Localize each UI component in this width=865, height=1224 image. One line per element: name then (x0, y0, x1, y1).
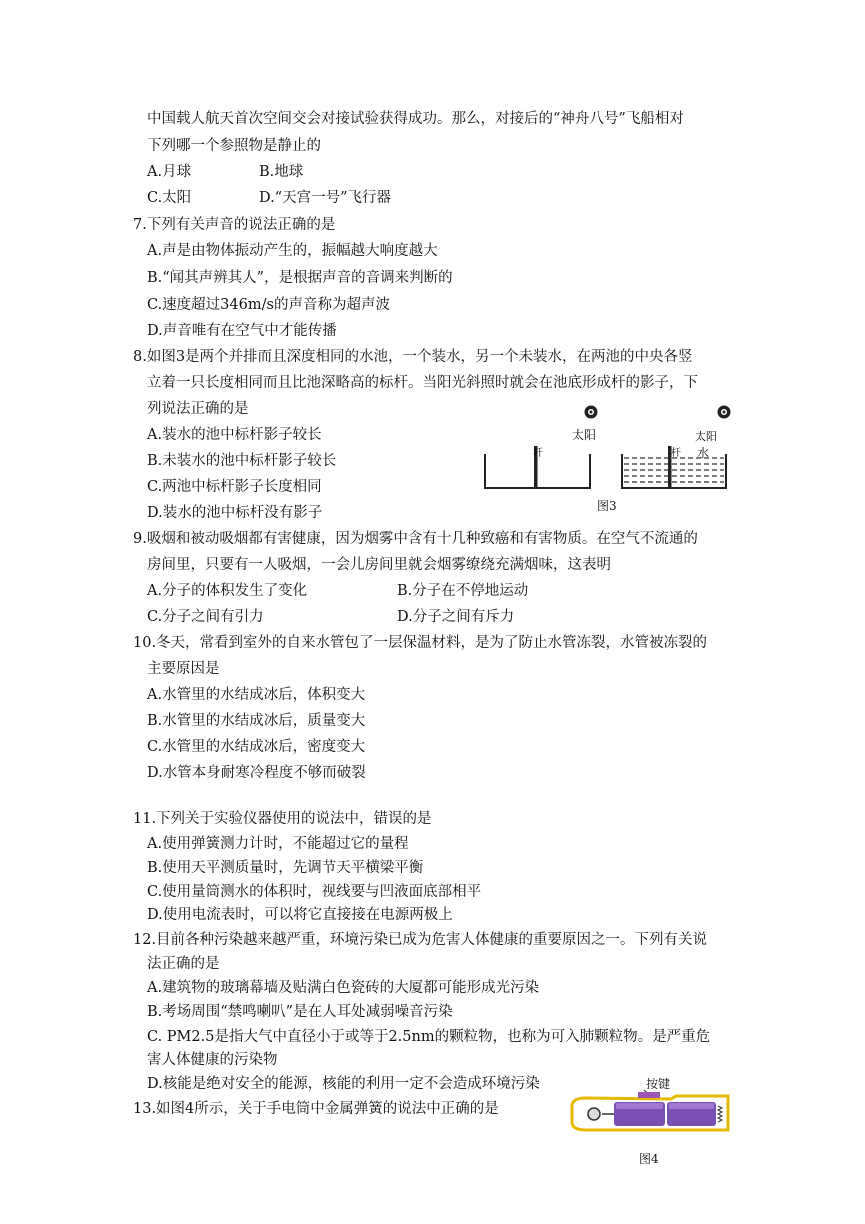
q7-stem: 7.下列有关声音的说法正确的是 (133, 217, 336, 233)
water-dashes (624, 458, 724, 482)
q10-option-b: B.水管里的水结成冰后，质量变大 (147, 713, 366, 729)
q8-stem-line-2: 立着一只长度相同而且比池深略高的标杆。当阳光斜照时就会在池底形成杆的影子，下 (147, 375, 698, 391)
q11-option-d: D.使用电流表时，可以将它直接接在电源两极上 (147, 907, 453, 923)
q9-option-a: A.分子的体积发生了变化 (147, 583, 308, 599)
q8-option-d: D.装水的池中标杆没有影子 (147, 505, 323, 521)
q8-stem-line-3: 列说法正确的是 (147, 401, 249, 417)
q11-option-a: A.使用弹簧测力计时，不能超过它的量程 (147, 836, 409, 852)
bulb-icon (588, 1108, 600, 1120)
q10-stem-line-1: 10.冬天，常看到室外的自来水管包了一层保温材料，是为了防止水管冻裂，水管被冻裂的 (133, 635, 708, 651)
q6-option-d: D.“天宫一号”飞行器 (259, 190, 392, 206)
q12-stem-line-1: 12.目前各种污染越来越严重，环境污染已成为危害人体健康的重要原因之一。下列有关说 (133, 932, 708, 948)
q11-option-c: C.使用量筒测水的体积时，视线要与凹液面底部相平 (147, 884, 482, 900)
q7-option-a: A.声是由物体振动产生的，振幅越大响度越大 (147, 243, 438, 259)
q12-option-c-line-1: C. PM2.5是指大气中直径小于或等于2.5nm的颗粒物，也称为可入肺颗粒物。是严重危 (147, 1029, 711, 1045)
water-pool (622, 454, 726, 488)
q6-option-c: C.太阳 (147, 190, 192, 206)
q10-option-a: A.水管里的水结成冰后，体积变大 (147, 687, 366, 703)
q8-option-b: B.未装水的池中标杆影子较长 (147, 453, 337, 469)
q6-stem-line-1: 中国载人航天首次空间交会对接试验获得成功。那么，对接后的“神舟八号”飞船相对 (147, 111, 684, 127)
q9-stem-line-2: 房间里，只要有一人吸烟，一会儿房间里就会烟雾缭绕充满烟味，这表明 (147, 557, 611, 573)
figure-4-caption: 图4 (639, 1152, 659, 1166)
button-label: 按键 (646, 1077, 671, 1091)
q6-option-a: A.月球 (147, 164, 192, 180)
pole-right-label: 杆 (671, 448, 681, 459)
q12-stem-line-2: 法正确的是 (147, 956, 220, 972)
q9-option-c: C.分子之间有引力 (147, 609, 264, 625)
q9-option-d: D.分子之间有斥力 (397, 609, 515, 625)
sun-left-label: 太阳 (572, 428, 597, 442)
q9-option-b: B.分子在不停地运动 (397, 583, 529, 599)
q8-stem-line-1: 8.如图3是两个并排而且深度相同的水池，一个装水，另一个未装水，在两池的中央各竖 (133, 349, 693, 365)
q12-option-b: B.考场周围“禁鸣喇叭”是在人耳处减弱噪音污染 (147, 1004, 453, 1020)
figure-4 (566, 1072, 738, 1168)
q10-option-d: D.水管本身耐寒冷程度不够而破裂 (147, 765, 366, 781)
q7-option-d: D.声音唯有在空气中才能传播 (147, 323, 337, 339)
pole-left-label: 杆 (533, 448, 543, 459)
q10-stem-line-2: 主要原因是 (147, 661, 220, 677)
q6-option-b: B.地球 (259, 164, 304, 180)
q12-option-d: D.核能是绝对安全的能源，核能的利用一定不会造成环境污染 (147, 1076, 540, 1092)
water-label: 水 (697, 446, 710, 460)
q8-option-c: C.两池中标杆影子长度相同 (147, 479, 322, 495)
sun-right-label: 太阳 (695, 430, 717, 443)
q7-option-c: C.速度超过346m/s的声音称为超声波 (147, 297, 390, 313)
q11-stem: 11.下列关于实验仪器使用的说法中，错误的是 (133, 811, 432, 827)
q12-option-a: A.建筑物的玻璃幕墙及贴满白色瓷砖的大厦都可能形成光污染 (147, 980, 540, 996)
q10-option-c: C.水管里的水结成冰后，密度变大 (147, 739, 366, 755)
button-icon (638, 1092, 660, 1098)
q6-stem-line-2: 下列哪一个参照物是静止的 (147, 138, 321, 154)
q9-stem-line-1: 9.吸烟和被动吸烟都有害健康，因为烟雾中含有十几种致癌和有害物质。在空气不流通的 (133, 531, 698, 547)
figure-3 (478, 400, 748, 518)
q13-stem: 13.如图4所示，关于手电筒中金属弹簧的说法中正确的是 (133, 1101, 499, 1117)
figure-3-caption: 图3 (597, 499, 617, 513)
q8-option-a: A.装水的池中标杆影子较长 (147, 427, 322, 443)
q7-option-b: B.“闻其声辨其人”，是根据声音的音调来判断的 (147, 270, 453, 286)
q11-option-b: B.使用天平测质量时，先调节天平横梁平衡 (147, 860, 424, 876)
q12-option-c-line-2: 害人体健康的污染物 (147, 1052, 278, 1068)
